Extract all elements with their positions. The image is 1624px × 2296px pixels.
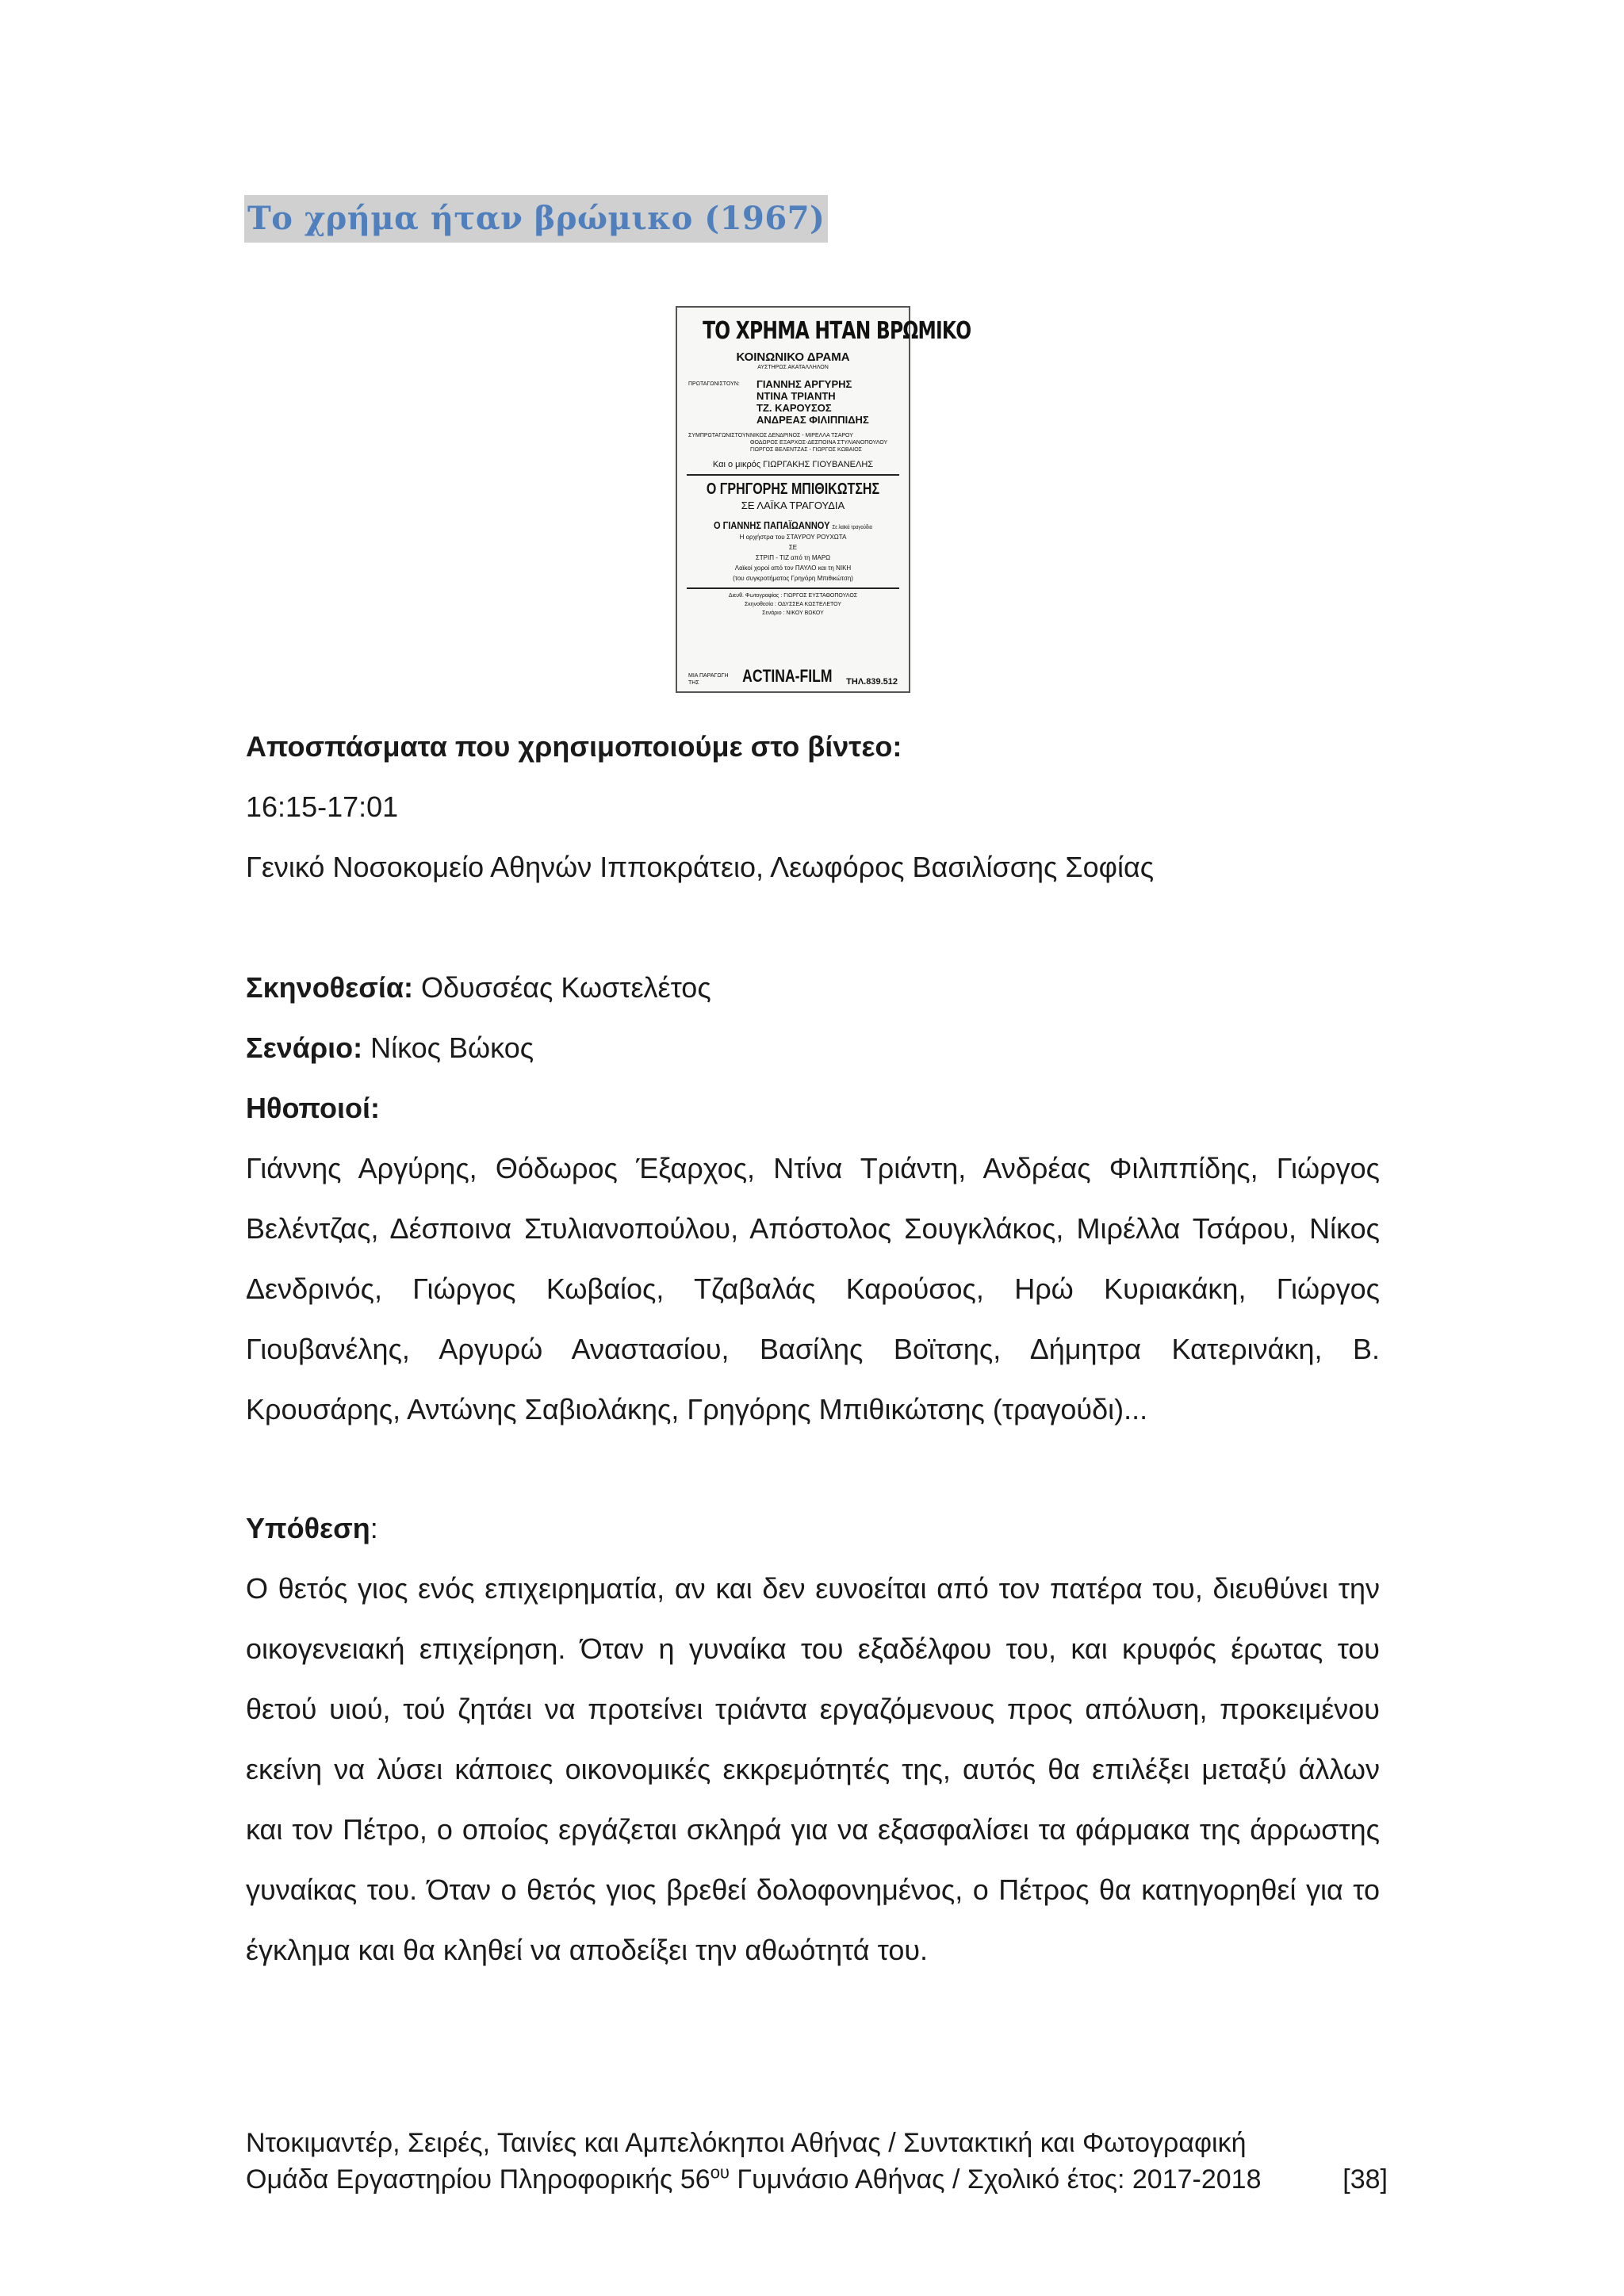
page-number: [38] bbox=[1342, 2164, 1388, 2195]
poster-orchestra: Η ορχήστρα του ΣΤΑΥΡΟΥ ΡΟΥΧΩΤΑ bbox=[739, 534, 847, 541]
poster-singer: Ο ΓΡΗΓΟΡΗΣ ΜΠΙΘΙΚΩΤΣΗΣ bbox=[706, 480, 880, 498]
poster-lead: ΑΝΔΡΕΑΣ ΦΙΛΙΠΠΙΔΗΣ bbox=[756, 414, 869, 426]
poster-genre: ΚΟΙΝΩΝΙΚΟ ΔΡΑΜΑ bbox=[736, 350, 850, 364]
poster-phone: ΤΗΛ.839.512 bbox=[846, 677, 898, 687]
poster-support-label: ΣΥΜΠΡΩΤΑΓΩΝΙΣΤΟΥΝ: bbox=[688, 433, 752, 438]
poster-lead: ΓΙΑΝΝΗΣ ΑΡΓΥΡΗΣ bbox=[756, 378, 852, 390]
poster-tagline: ΑΥΣΤΗΡΩΣ ΑΚΑΤΑΛΛΗΛΟΝ bbox=[757, 365, 829, 370]
poster-strip: ΣΤΡΙΠ - ΤΙΖ από τη ΜΑΡΩ bbox=[755, 554, 831, 561]
poster-support-line: ΘΟΔΩΡΟΣ ΕΞΑΡΧΟΣ-ΔΕΣΠΟΙΝΑ ΣΤΥΛΙΑΝΟΠΟΥΛΟΥ bbox=[750, 440, 888, 446]
poster-support-line: ΝΙΚΟΣ ΔΕΝΔΡΙΝΟΣ - ΜΙΡΕΛΛΑ ΤΣΑΡΟΥ bbox=[750, 433, 853, 438]
excerpts-heading: Αποσπάσματα που χρησιμοποιούμε στο βίντεο: bbox=[246, 730, 902, 763]
poster-divider bbox=[687, 587, 899, 589]
plot-heading bbox=[246, 1510, 378, 1548]
poster-dances: Λαϊκοί χοροί από τον ΠΑΥΛΟ και τη ΝΙΚΗ bbox=[734, 564, 852, 572]
footer-line-2: Ομάδα Εργαστηρίου Πληροφορικής $56^{o\upsilon}$ Γυμνάσιο Αθήνας / Σχολικό έτος: 2017-2018 bbox=[246, 2162, 1262, 2195]
poster-dances-note: (του συγκροτήματος Γρηγόρη Μπιθικώτση) bbox=[733, 575, 853, 582]
cast-paragraph: Γιάννης Αργύρης, Θόδωρος Έξαρχος, Ντίνα Τριάντη, Ανδρέας Φιλιππίδης, Γιώργος Βελέντζας, Δέσποινα Στυλιανοπούλου, Απόστολος Σουγκλάκος, Μιρέλλα Τσάρου, Νίκος Δενδρινός, Γιώργος Κωβαίος, Τζαβαλάς Καρούσος, Ηρώ Κυριακάκη, Γιώργος Γιουβανέλης, Αργυρώ Αναστασίου, Βασίλης Βοϊτσης, Δήμητρα Κατερινάκη, Β. Κρουσάρης, Αντώνης Σαβιολάκης, Γρηγόρης Μπιθικώτσης (τραγούδι)... bbox=[246, 1152, 1380, 1425]
poster-footer bbox=[677, 666, 909, 687]
poster-credit: Σκηνοθεσία : ΟΔΥΣΣΕΑ ΚΩΣΤΕΛΕΤΟΥ bbox=[744, 602, 842, 607]
director-value: Οδυσσέας Κωστελέτος bbox=[412, 971, 711, 1004]
poster-se: ΣΕ bbox=[788, 544, 798, 551]
poster-support bbox=[688, 432, 909, 453]
poster-kid: Και ο μικρός ΓΙΩΡΓΑΚΗΣ ΓΙΟΥΒΑΝΕΛΗΣ bbox=[712, 460, 874, 469]
film-poster-image bbox=[676, 306, 971, 693]
poster-leads bbox=[688, 378, 909, 426]
footer-ordinal: ου bbox=[710, 2162, 730, 2183]
poster-leads-label: ΠΡΩΤΑΓΩΝΙΣΤΟΥΝ: bbox=[688, 381, 740, 387]
writer-label: Σενάριο: bbox=[246, 1031, 363, 1064]
poster-credit: Διευθ. Φωτογραφίας : ΓΙΩΡΓΟΣ ΕΥΣΤΑΘΟΠΟΥΛΟΣ bbox=[728, 593, 858, 599]
poster-support-line: ΓΙΩΡΓΟΣ ΒΕΛΕΝΤΖΑΣ - ΓΙΩΡΓΟΣ ΚΩΒΑΙΟΣ bbox=[750, 447, 863, 453]
plot-colon: : bbox=[370, 1512, 378, 1544]
writer-line bbox=[246, 1029, 534, 1067]
page-title: Το χρήμα ήταν βρώμικο (1967) bbox=[244, 195, 828, 243]
poster-title: ΤΟ ΧΡΗΜΑ ΗΤΑΝ ΒΡΩΜΙΚΟ bbox=[703, 317, 971, 345]
footer-line-1: Ντοκιμαντέρ, Σειρές, Ταινίες και Αμπελόκηποι Αθήνας / Συντακτική και Φωτογραφική bbox=[246, 2128, 1247, 2158]
poster-songs: ΣΕ ΛΑΪΚΑ ΤΡΑΓΟΥΔΙΑ bbox=[741, 499, 845, 511]
poster-brand: ACTINA-FILM bbox=[742, 666, 833, 686]
plot-label: Υπόθεση bbox=[246, 1512, 370, 1544]
director-line bbox=[246, 969, 711, 1007]
poster-second-singer: Ο ΓΙΑΝΝΗΣ ΠΑΠΑΪΩΑΝΝΟΥ Σε λαϊκά τραγούδια bbox=[714, 519, 872, 531]
writer-value: Νίκος Βώκος bbox=[362, 1031, 534, 1064]
excerpts-time: 16:15-17:01 bbox=[246, 790, 399, 823]
poster-credit: Σενάριο : ΝΙΚΟΥ ΒΩΚΟΥ bbox=[762, 610, 824, 616]
director-label: Σκηνοθεσία: bbox=[246, 971, 413, 1004]
poster-lead: ΤΖ. ΚΑΡΟΥΣΟΣ bbox=[756, 402, 832, 414]
poster-divider bbox=[687, 474, 899, 476]
plot-paragraph: Ο θετός γιος ενός επιχειρηματία, αν και δεν ευνοείται από τον πατέρα του, διευθύνει την οικογενειακή επιχείρηση. Όταν η γυναίκα του εξαδέλφου του, και κρυφός έρωτας του θετού υιού, τού ζητάει να προτείνει τριάντα εργαζόμενους προς απόλυση, προκειμένου εκείνη να λύσει κάποιες οικονομικές εκκρεμότητές της, αυτός θα επιλέξει μεταξύ άλλων και τον Πέτρο, ο οποίος εργάζεται σκληρά για να εξασφαλίσει τα φάρμακα της άρρωστης γυναίκας του. Όταν ο θετός γιος βρεθεί δολοφονημένος, ο Πέτρος θα κατηγορηθεί για το έγκλημα και θα κληθεί να αποδείξει την αθωότητά του. bbox=[246, 1572, 1380, 1966]
poster-lead: ΝΤΙΝΑ ΤΡΙΑΝΤΗ bbox=[756, 390, 836, 402]
poster-production-label: ΜΙΑ ΠΑΡΑΓΩΓΗ ΤΗΣ bbox=[688, 673, 729, 686]
excerpts-location: Γενικό Νοσοκομείο Αθηνών Ιπποκράτειο, Λεωφόρος Βασιλίσσης Σοφίας bbox=[246, 851, 1155, 883]
page-footer bbox=[246, 2125, 1388, 2198]
cast-label: Ηθοποιοί: bbox=[246, 1092, 380, 1124]
